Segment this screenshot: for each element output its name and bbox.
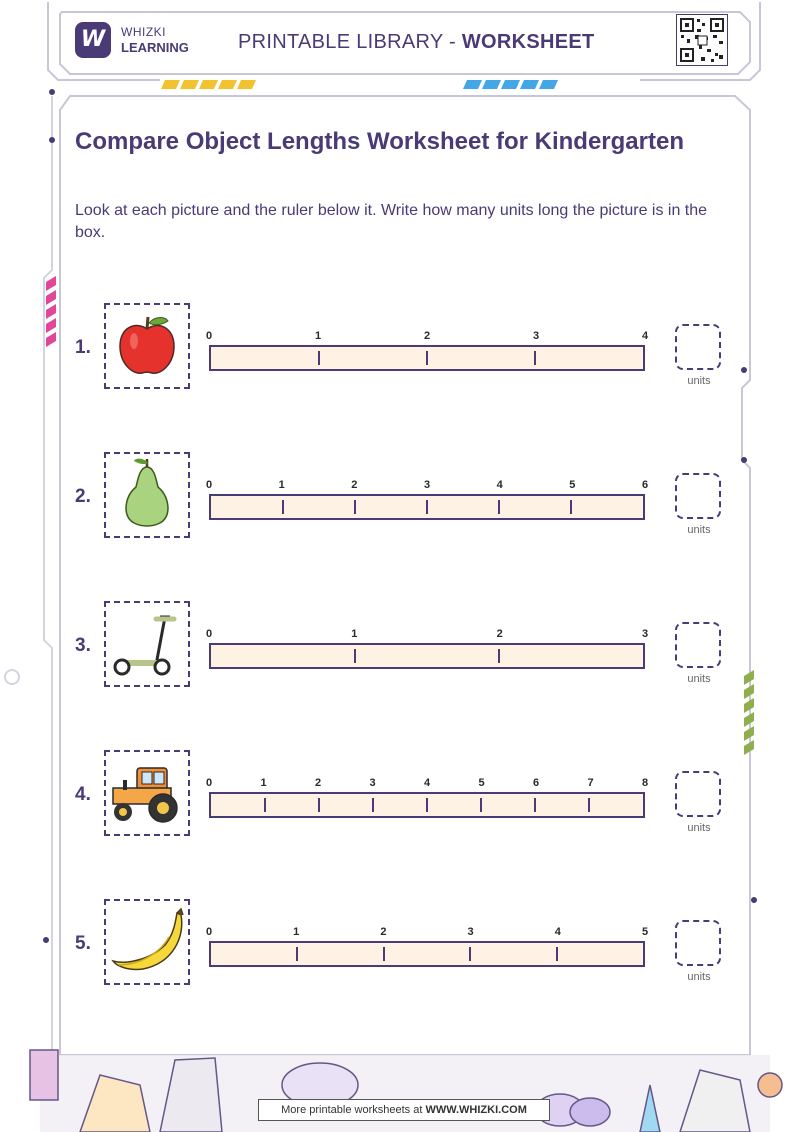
ruler-tick-label: 8 <box>641 777 649 789</box>
question-number: 3. <box>75 635 91 656</box>
ruler-tick <box>426 798 428 812</box>
question-number: 4. <box>75 784 91 805</box>
header-title-prefix: PRINTABLE LIBRARY - <box>238 31 462 53</box>
brand-name-line2: LEARNING <box>121 40 189 55</box>
picture-box <box>104 750 190 836</box>
picture-box <box>104 601 190 687</box>
footer-prefix: More printable worksheets at <box>281 1104 426 1116</box>
question-number: 2. <box>75 486 91 507</box>
units-label: units <box>687 971 711 983</box>
ruler-tick <box>354 649 356 663</box>
answer-box[interactable] <box>675 771 721 817</box>
ruler-tick-label: 1 <box>351 628 358 640</box>
ruler <box>209 345 645 371</box>
ruler-tick <box>534 798 536 812</box>
ruler-tick <box>469 947 471 961</box>
ruler-tick-label: 2 <box>351 479 358 491</box>
ruler-tick-label: 6 <box>532 777 540 789</box>
units-label: units <box>687 524 711 536</box>
ruler-tick-label: 4 <box>554 926 561 938</box>
ruler-tick-label: 3 <box>641 628 649 640</box>
ruler-tick-label: 2 <box>314 777 322 789</box>
ruler-tick <box>480 798 482 812</box>
ruler-tick-label: 5 <box>641 926 649 938</box>
ruler-tick <box>318 351 320 365</box>
ruler <box>209 643 645 669</box>
ruler-tick <box>296 947 298 961</box>
footer-site: WWW.WHIZKI.COM <box>425 1104 527 1116</box>
answer-box[interactable] <box>675 622 721 668</box>
ruler-tick <box>426 500 428 514</box>
ruler-tick-label: 2 <box>496 628 503 640</box>
ruler-tick <box>588 798 590 812</box>
ruler-tick <box>426 351 428 365</box>
ruler-tick-label: 7 <box>587 777 594 789</box>
header-title-strong: WORKSHEET <box>461 31 595 53</box>
brand-name-line1: WHIZKI <box>121 25 166 39</box>
ruler-tick <box>354 500 356 514</box>
instructions-text: Look at each picture and the ruler below it. Write how many units long the picture is in the box. <box>75 202 708 241</box>
brand-logo-icon: W <box>75 22 111 58</box>
ruler-tick <box>383 947 385 961</box>
ruler-tick-label: 3 <box>467 926 474 938</box>
ruler-tick <box>282 500 284 514</box>
yellow-stripes <box>161 80 256 89</box>
page-title: Compare Object Lengths Worksheet for Kindergarten <box>75 128 684 155</box>
ruler-tick <box>498 649 500 663</box>
ruler-tick <box>498 500 500 514</box>
banana-icon <box>106 901 188 983</box>
picture-box <box>104 303 190 389</box>
ruler-tick <box>372 798 374 812</box>
ruler-tick <box>556 947 558 961</box>
ruler-tick-label: 4 <box>641 330 649 342</box>
ruler-tick-label: 3 <box>532 330 540 342</box>
ruler-tick <box>570 500 572 514</box>
ruler-tick-label: 3 <box>369 777 376 789</box>
apple-icon <box>106 305 188 387</box>
units-label: units <box>687 822 711 834</box>
ruler-tick-label: 5 <box>478 777 485 789</box>
ruler-tick-label: 0 <box>205 479 213 491</box>
ruler-tick-label: 1 <box>260 777 267 789</box>
units-label: units <box>687 673 711 685</box>
ruler-tick-label: 4 <box>496 479 503 491</box>
units-label: units <box>687 375 711 387</box>
ruler-tick-label: 4 <box>423 777 431 789</box>
ruler-tick <box>264 798 266 812</box>
ruler-tick-label: 0 <box>205 628 213 640</box>
ruler-tick-label: 2 <box>423 330 431 342</box>
ruler-tick-label: 1 <box>278 479 285 491</box>
ruler-tick-label: 1 <box>293 926 300 938</box>
answer-box[interactable] <box>675 324 721 370</box>
answer-box[interactable] <box>675 473 721 519</box>
ruler-tick-label: 1 <box>314 330 322 342</box>
ruler-tick <box>318 798 320 812</box>
footer-link[interactable] <box>258 1099 550 1121</box>
header-title <box>238 31 595 54</box>
ruler-tick-label: 2 <box>380 926 387 938</box>
ruler-tick-label: 0 <box>205 777 213 789</box>
qr-code-icon[interactable] <box>676 14 728 66</box>
question-number: 1. <box>75 337 91 358</box>
tractor-icon <box>106 752 188 834</box>
blue-stripes <box>463 80 558 89</box>
question-number: 5. <box>75 933 91 954</box>
ruler-tick-label: 5 <box>569 479 576 491</box>
ruler-tick <box>534 351 536 365</box>
ruler <box>209 494 645 520</box>
ruler-tick-label: 0 <box>205 926 213 938</box>
ruler <box>209 941 645 967</box>
ruler <box>209 792 645 818</box>
ruler-tick-label: 3 <box>423 479 431 491</box>
scooter-icon <box>106 603 188 685</box>
pink-stripes <box>46 276 56 347</box>
picture-box <box>104 452 190 538</box>
ruler-tick-label: 0 <box>205 330 213 342</box>
ruler-tick-label: 6 <box>641 479 649 491</box>
picture-box <box>104 899 190 985</box>
answer-box[interactable] <box>675 920 721 966</box>
pear-icon <box>106 454 188 536</box>
